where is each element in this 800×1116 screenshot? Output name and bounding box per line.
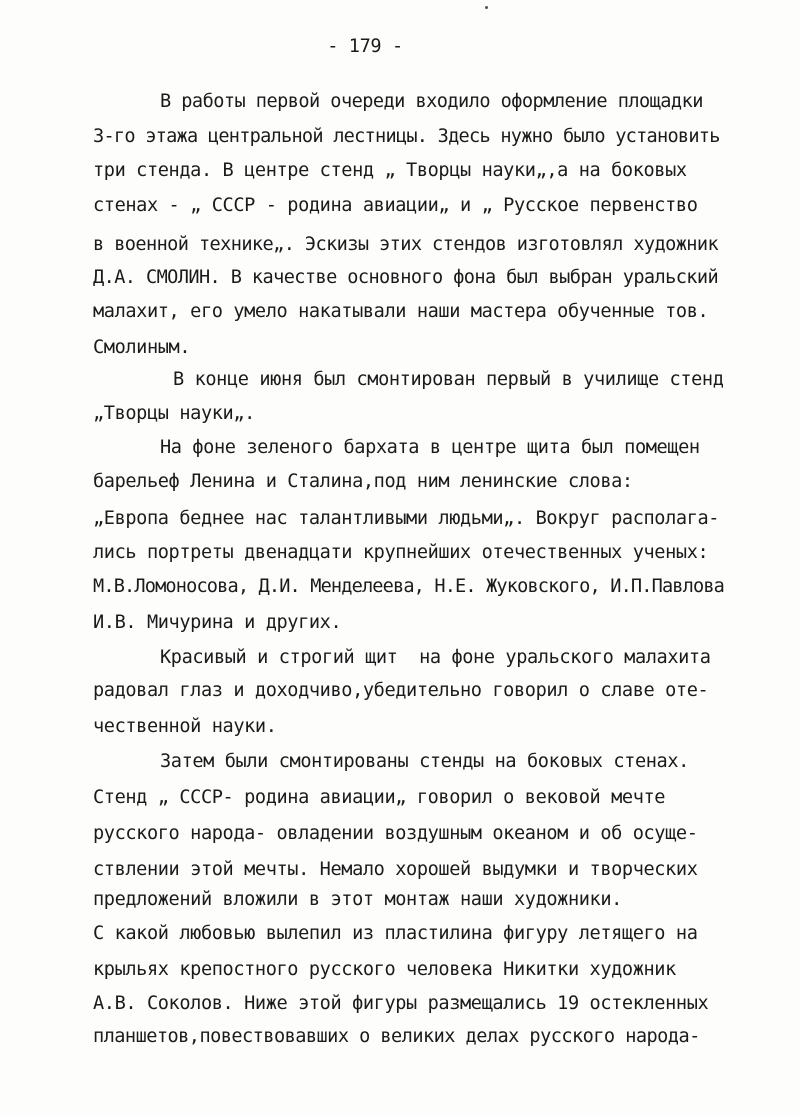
text-line: Д.А. СМОЛИН. В качестве основного фона был выбран уральский [93,267,719,288]
text-line: Красивый и строгий щит на фоне уральского малахита [160,647,711,668]
text-line: радовал глаз и доходчиво,убедительно говорил о славе оте- [93,680,709,701]
text-line: В конце июня был смонтирован первый в училище стенд [173,369,724,390]
paper-speck [485,6,488,9]
text-line: в военной технике„. Эскизы этих стендов изготовлял художник [93,234,719,255]
text-line: „Европа беднее нас талантливыми людьми„. Вокруг располага- [93,508,720,529]
text-line: русского народа- овладении воздушным океаном и об осуще- [93,823,698,844]
text-line: Затем были смонтированы стенды на боковых стенах. [160,751,689,772]
text-line: чественной науки. [93,716,277,737]
text-line: В работы первой очереди входило оформление площадки [160,91,703,112]
text-line: лись портреты двенадцати крупнейших отечественных ученых: [93,542,709,563]
text-line: крыльях крепостного русского человека Никитки художник [93,959,676,980]
text-line: „Творцы науки„. [93,403,255,424]
text-line: М.В.Ломоносова, Д.И. Менделеева, Н.Е. Жуковского, И.П.Павлова [93,576,725,597]
text-line: три стенда. В центре стенд „ Творцы науки„,а на боковых [93,160,687,181]
text-line: С какой любовью вылепил из пластилина фигуру летящего на [93,923,698,944]
text-line: 3-го этажа центральной лестницы. Здесь нужно было установить [93,126,720,147]
text-line: И.В. Мичурина и других. [93,612,342,633]
text-line: стенах - „ СССР - родина авиации„ и „ Русское первенство [93,195,698,216]
text-line: На фоне зеленого бархата в центре щита был помещен [160,437,700,458]
text-line: Смолиным. [93,337,191,358]
text-line: барельеф Ленина и Сталина,под ним ленинские слова: [93,471,633,492]
page-number: - 179 - [327,36,403,57]
text-line: А.В. Соколов. Ниже этой фигуры размещались 19 остекленных [93,993,709,1014]
text-line: Стенд „ СССР- родина авиации„ говорил о вековой мечте [93,787,666,808]
text-line: планшетов,повествовавших о великих делах русского народа- [93,1026,700,1047]
text-line: малахит, его умело накатывали наши мастера обученные тов. [93,301,709,322]
text-line: ствлении этой мечты. Немало хорошей выдумки и творческих [93,859,698,880]
text-line: предложений вложили в этот монтаж наши художники. [93,889,622,910]
